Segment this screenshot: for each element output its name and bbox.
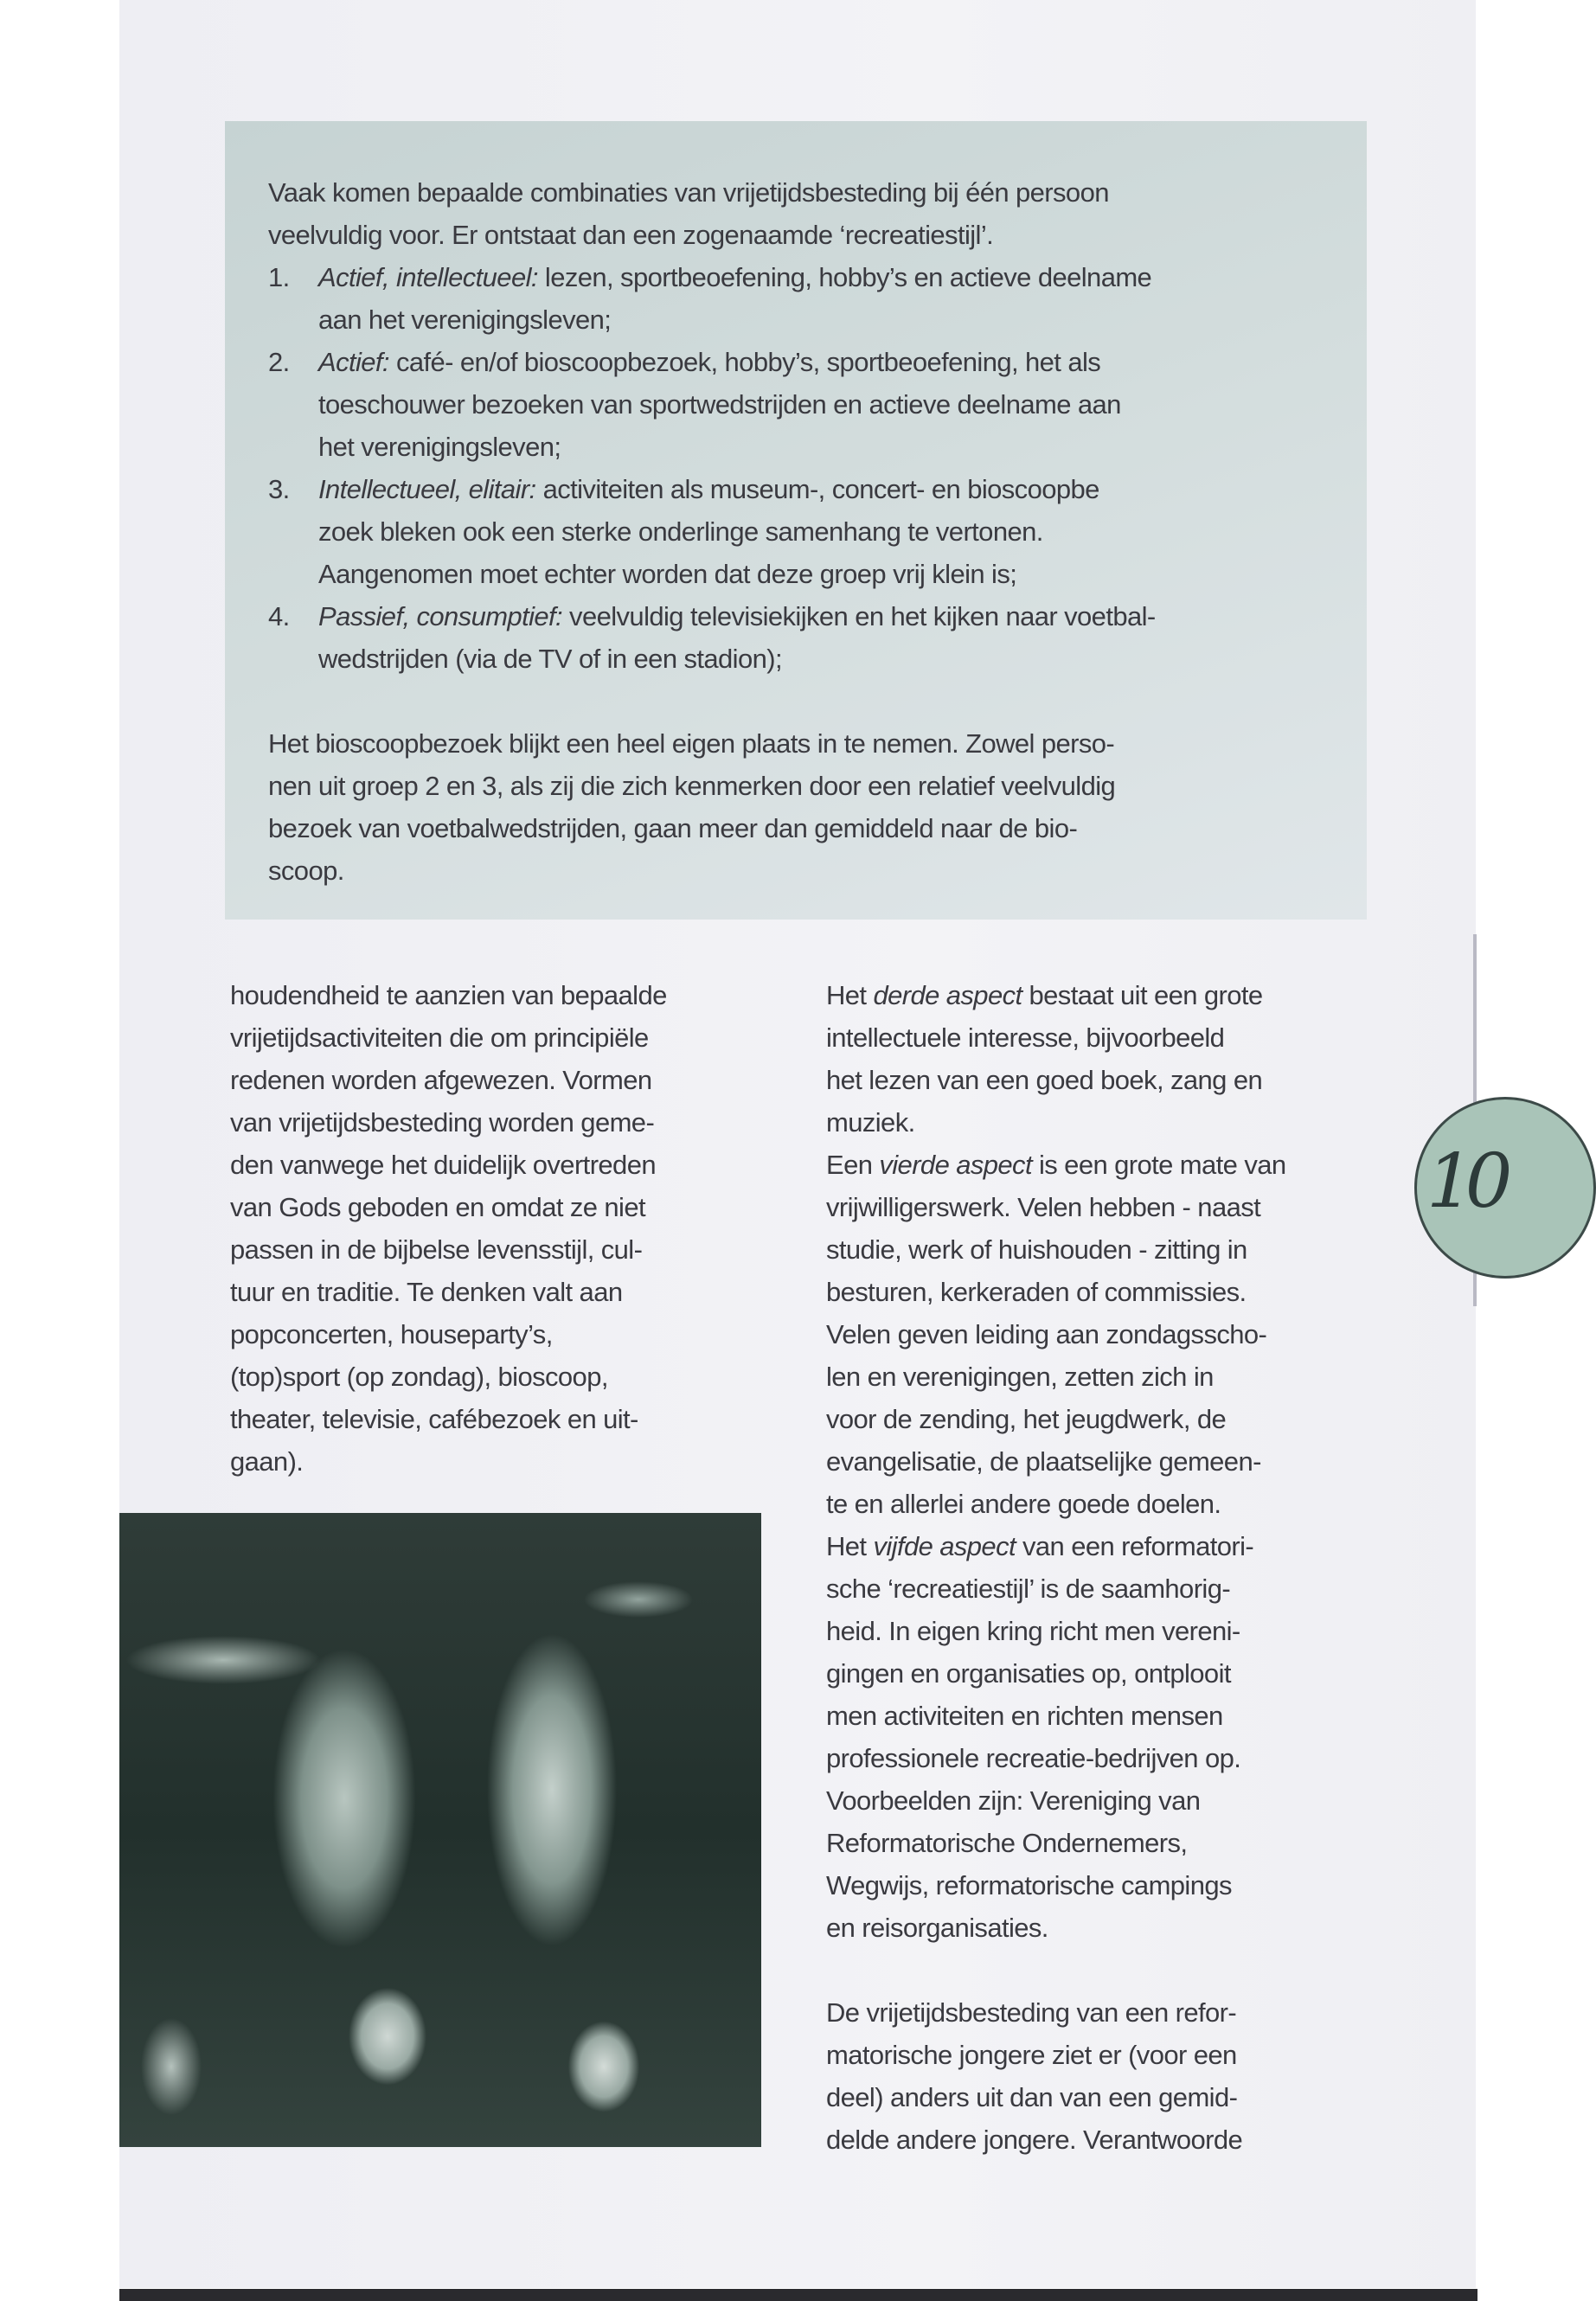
text-content: matorische jongere ziet er (voor een <box>826 2040 1237 2070</box>
text-content: veelvuldig voor. Er ontstaat dan een zogenaamde ‘recreatiestijl’. <box>268 220 994 250</box>
text-line <box>826 1567 1286 1610</box>
text-content: voor de zending, het jeugdwerk, de <box>826 1404 1227 1434</box>
text-line <box>268 383 1156 426</box>
text-content: lezen, sportbeoefening, hobby’s en actieve deelname <box>537 262 1152 292</box>
list-number: 3. <box>268 474 290 504</box>
text-line <box>826 1822 1286 1864</box>
text-line <box>826 1101 1286 1144</box>
concert-photo <box>119 1513 761 2147</box>
text-content: bezoek van voetbalwedstrijden, gaan meer dan gemiddeld naar de bio- <box>268 813 1078 843</box>
text-line <box>826 1059 1286 1101</box>
text-content: De vrijetijdsbesteding van een refor- <box>826 1997 1237 2028</box>
text-content: passen in de bijbelse levensstijl, cul- <box>230 1234 643 1265</box>
text-content: Voorbeelden zijn: Vereniging van <box>826 1785 1201 1816</box>
text-line <box>826 1991 1286 2034</box>
text-content: zoek bleken ook een sterke onderlinge samenhang te vertonen. <box>318 516 1043 547</box>
text-line <box>826 1398 1286 1440</box>
text-line <box>826 1440 1286 1483</box>
left-column-text <box>230 974 667 1483</box>
text-content: professionele recreatie-bedrijven op. <box>826 1743 1241 1773</box>
text-content: gingen en organisaties op, ontplooit <box>826 1658 1231 1689</box>
list-number: 4. <box>268 601 290 631</box>
chapter-tab <box>1414 1097 1504 1279</box>
text-line <box>826 1483 1286 1525</box>
italic-term: Actief: <box>318 347 389 377</box>
text-line <box>230 1271 667 1313</box>
text-line <box>268 214 1156 256</box>
text-content: aan het verenigingsleven; <box>318 304 612 335</box>
text-content: heid. In eigen kring richt men vereni- <box>826 1616 1240 1646</box>
text-line <box>826 1907 1286 1949</box>
text-content: evangelisatie, de plaatselijke gemeen- <box>826 1446 1261 1477</box>
right-column-text <box>826 974 1286 2161</box>
text-line <box>230 1186 667 1228</box>
text-line <box>268 849 1156 892</box>
text-content: intellectuele interesse, bijvoorbeeld <box>826 1022 1225 1053</box>
text-content: het verenigingsleven; <box>318 432 561 462</box>
text-line <box>826 1356 1286 1398</box>
text-content: tuur en traditie. Te denken valt aan <box>230 1277 623 1307</box>
text-line <box>230 1356 667 1398</box>
text-line <box>826 1144 1286 1186</box>
list-item-line <box>268 341 1156 383</box>
text-line <box>230 1101 667 1144</box>
text-content: Reformatorische Ondernemers, <box>826 1828 1188 1858</box>
text-content: men activiteiten en richten mensen <box>826 1701 1223 1731</box>
chapter-number: 10 <box>1426 1138 1504 1225</box>
list-item-line <box>268 595 1156 638</box>
text-content: den vanwege het duidelijk overtreden <box>230 1150 656 1180</box>
text-line <box>826 1864 1286 1907</box>
text-content: veelvuldig televisiekijken en het kijken naar voetbal- <box>562 601 1156 631</box>
text-line <box>268 553 1156 595</box>
italic-term: Actief, intellectueel: <box>318 262 538 292</box>
italic-term: vijfde aspect <box>873 1531 1016 1561</box>
text-line <box>230 1144 667 1186</box>
text-prefix: Het <box>826 980 874 1010</box>
text-line <box>268 510 1156 553</box>
text-content: besturen, kerkeraden of commissies. <box>826 1277 1247 1307</box>
text-line <box>268 765 1156 807</box>
text-content: van een reformatori- <box>1016 1531 1254 1561</box>
paragraph-gap <box>826 1949 1286 1991</box>
text-content: is een grote mate van <box>1031 1150 1286 1180</box>
text-line <box>268 807 1156 849</box>
sidebar-box-text <box>268 171 1156 892</box>
text-line <box>230 974 667 1016</box>
text-content: vrijetijdsactiviteiten die om principiële <box>230 1022 649 1053</box>
text-content: delde andere jongere. Verantwoorde <box>826 2125 1243 2155</box>
italic-term: Passief, consumptief: <box>318 601 563 631</box>
list-item-line <box>268 256 1156 298</box>
list-number: 2. <box>268 347 290 377</box>
text-content: len en verenigingen, zetten zich in <box>826 1362 1214 1392</box>
text-line <box>826 1695 1286 1737</box>
text-line <box>826 1186 1286 1228</box>
text-content: scoop. <box>268 856 344 886</box>
scan-bottom-edge <box>119 2289 1477 2301</box>
text-line <box>826 1313 1286 1356</box>
text-content: redenen worden afgewezen. Vormen <box>230 1065 652 1095</box>
text-content: Vaak komen bepaalde combinaties van vrijetijdsbesteding bij één persoon <box>268 177 1109 208</box>
text-line <box>826 2118 1286 2161</box>
text-content: popconcerten, houseparty’s, <box>230 1319 553 1349</box>
text-content: vrijwilligerswerk. Velen hebben - naast <box>826 1192 1261 1222</box>
text-content: toeschouwer bezoeken van sportwedstrijden en actieve deelname aan <box>318 389 1121 420</box>
text-content: (top)sport (op zondag), bioscoop, <box>230 1362 608 1392</box>
text-line <box>268 171 1156 214</box>
text-content: activiteiten als museum-, concert- en bioscoopbe <box>535 474 1099 504</box>
italic-term: derde aspect <box>873 980 1022 1010</box>
italic-term: vierde aspect <box>879 1150 1032 1180</box>
text-content: wedstrijden (via de TV of in een stadion); <box>318 644 782 674</box>
text-line <box>826 1779 1286 1822</box>
text-content: het lezen van een goed boek, zang en <box>826 1065 1263 1095</box>
text-content: sche ‘recreatiestijl’ is de saamhorig- <box>826 1574 1231 1604</box>
text-content: houdendheid te aanzien van bepaalde <box>230 980 667 1010</box>
text-line <box>826 1228 1286 1271</box>
text-content: Velen geven leiding aan zondagsscho- <box>826 1319 1267 1349</box>
paragraph-gap <box>268 680 1156 722</box>
list-item-line <box>268 468 1156 510</box>
text-content: gaan). <box>230 1446 304 1477</box>
text-content: van vrijetijdsbesteding worden geme- <box>230 1107 655 1138</box>
text-content: café- en/of bioscoopbezoek, hobby’s, sportbeoefening, het als <box>388 347 1101 377</box>
text-line <box>826 1610 1286 1652</box>
text-line <box>230 1016 667 1059</box>
text-line <box>268 426 1156 468</box>
text-line <box>826 1271 1286 1313</box>
text-content: theater, televisie, cafébezoek en uit- <box>230 1404 638 1434</box>
text-content: Het bioscoopbezoek blijkt een heel eigen plaats in te nemen. Zowel perso- <box>268 728 1115 759</box>
text-prefix: Een <box>826 1150 880 1180</box>
text-content: Wegwijs, reformatorische campings <box>826 1870 1232 1900</box>
italic-term: Intellectueel, elitair: <box>318 474 536 504</box>
text-line <box>826 2076 1286 2118</box>
text-content: te en allerlei andere goede doelen. <box>826 1489 1221 1519</box>
text-content: nen uit groep 2 en 3, als zij die zich kenmerken door een relatief veelvuldig <box>268 771 1116 801</box>
text-line <box>230 1228 667 1271</box>
text-content: bestaat uit een grote <box>1022 980 1263 1010</box>
text-content: muziek. <box>826 1107 915 1138</box>
text-line <box>230 1440 667 1483</box>
text-line <box>230 1313 667 1356</box>
text-line <box>230 1398 667 1440</box>
text-line <box>230 1059 667 1101</box>
text-line <box>826 1652 1286 1695</box>
text-line <box>268 638 1156 680</box>
text-line <box>826 2034 1286 2076</box>
text-line <box>826 1016 1286 1059</box>
text-line <box>826 1737 1286 1779</box>
text-content: Aangenomen moet echter worden dat deze groep vrij klein is; <box>318 559 1017 589</box>
text-content: van Gods geboden en omdat ze niet <box>230 1192 645 1222</box>
text-line <box>268 298 1156 341</box>
text-line <box>826 974 1286 1016</box>
text-content: deel) anders uit dan van een gemid- <box>826 2082 1238 2112</box>
list-number: 1. <box>268 262 290 292</box>
text-content: studie, werk of huishouden - zitting in <box>826 1234 1247 1265</box>
text-line <box>826 1525 1286 1567</box>
text-content: en reisorganisaties. <box>826 1913 1048 1943</box>
text-prefix: Het <box>826 1531 874 1561</box>
text-line <box>268 722 1156 765</box>
